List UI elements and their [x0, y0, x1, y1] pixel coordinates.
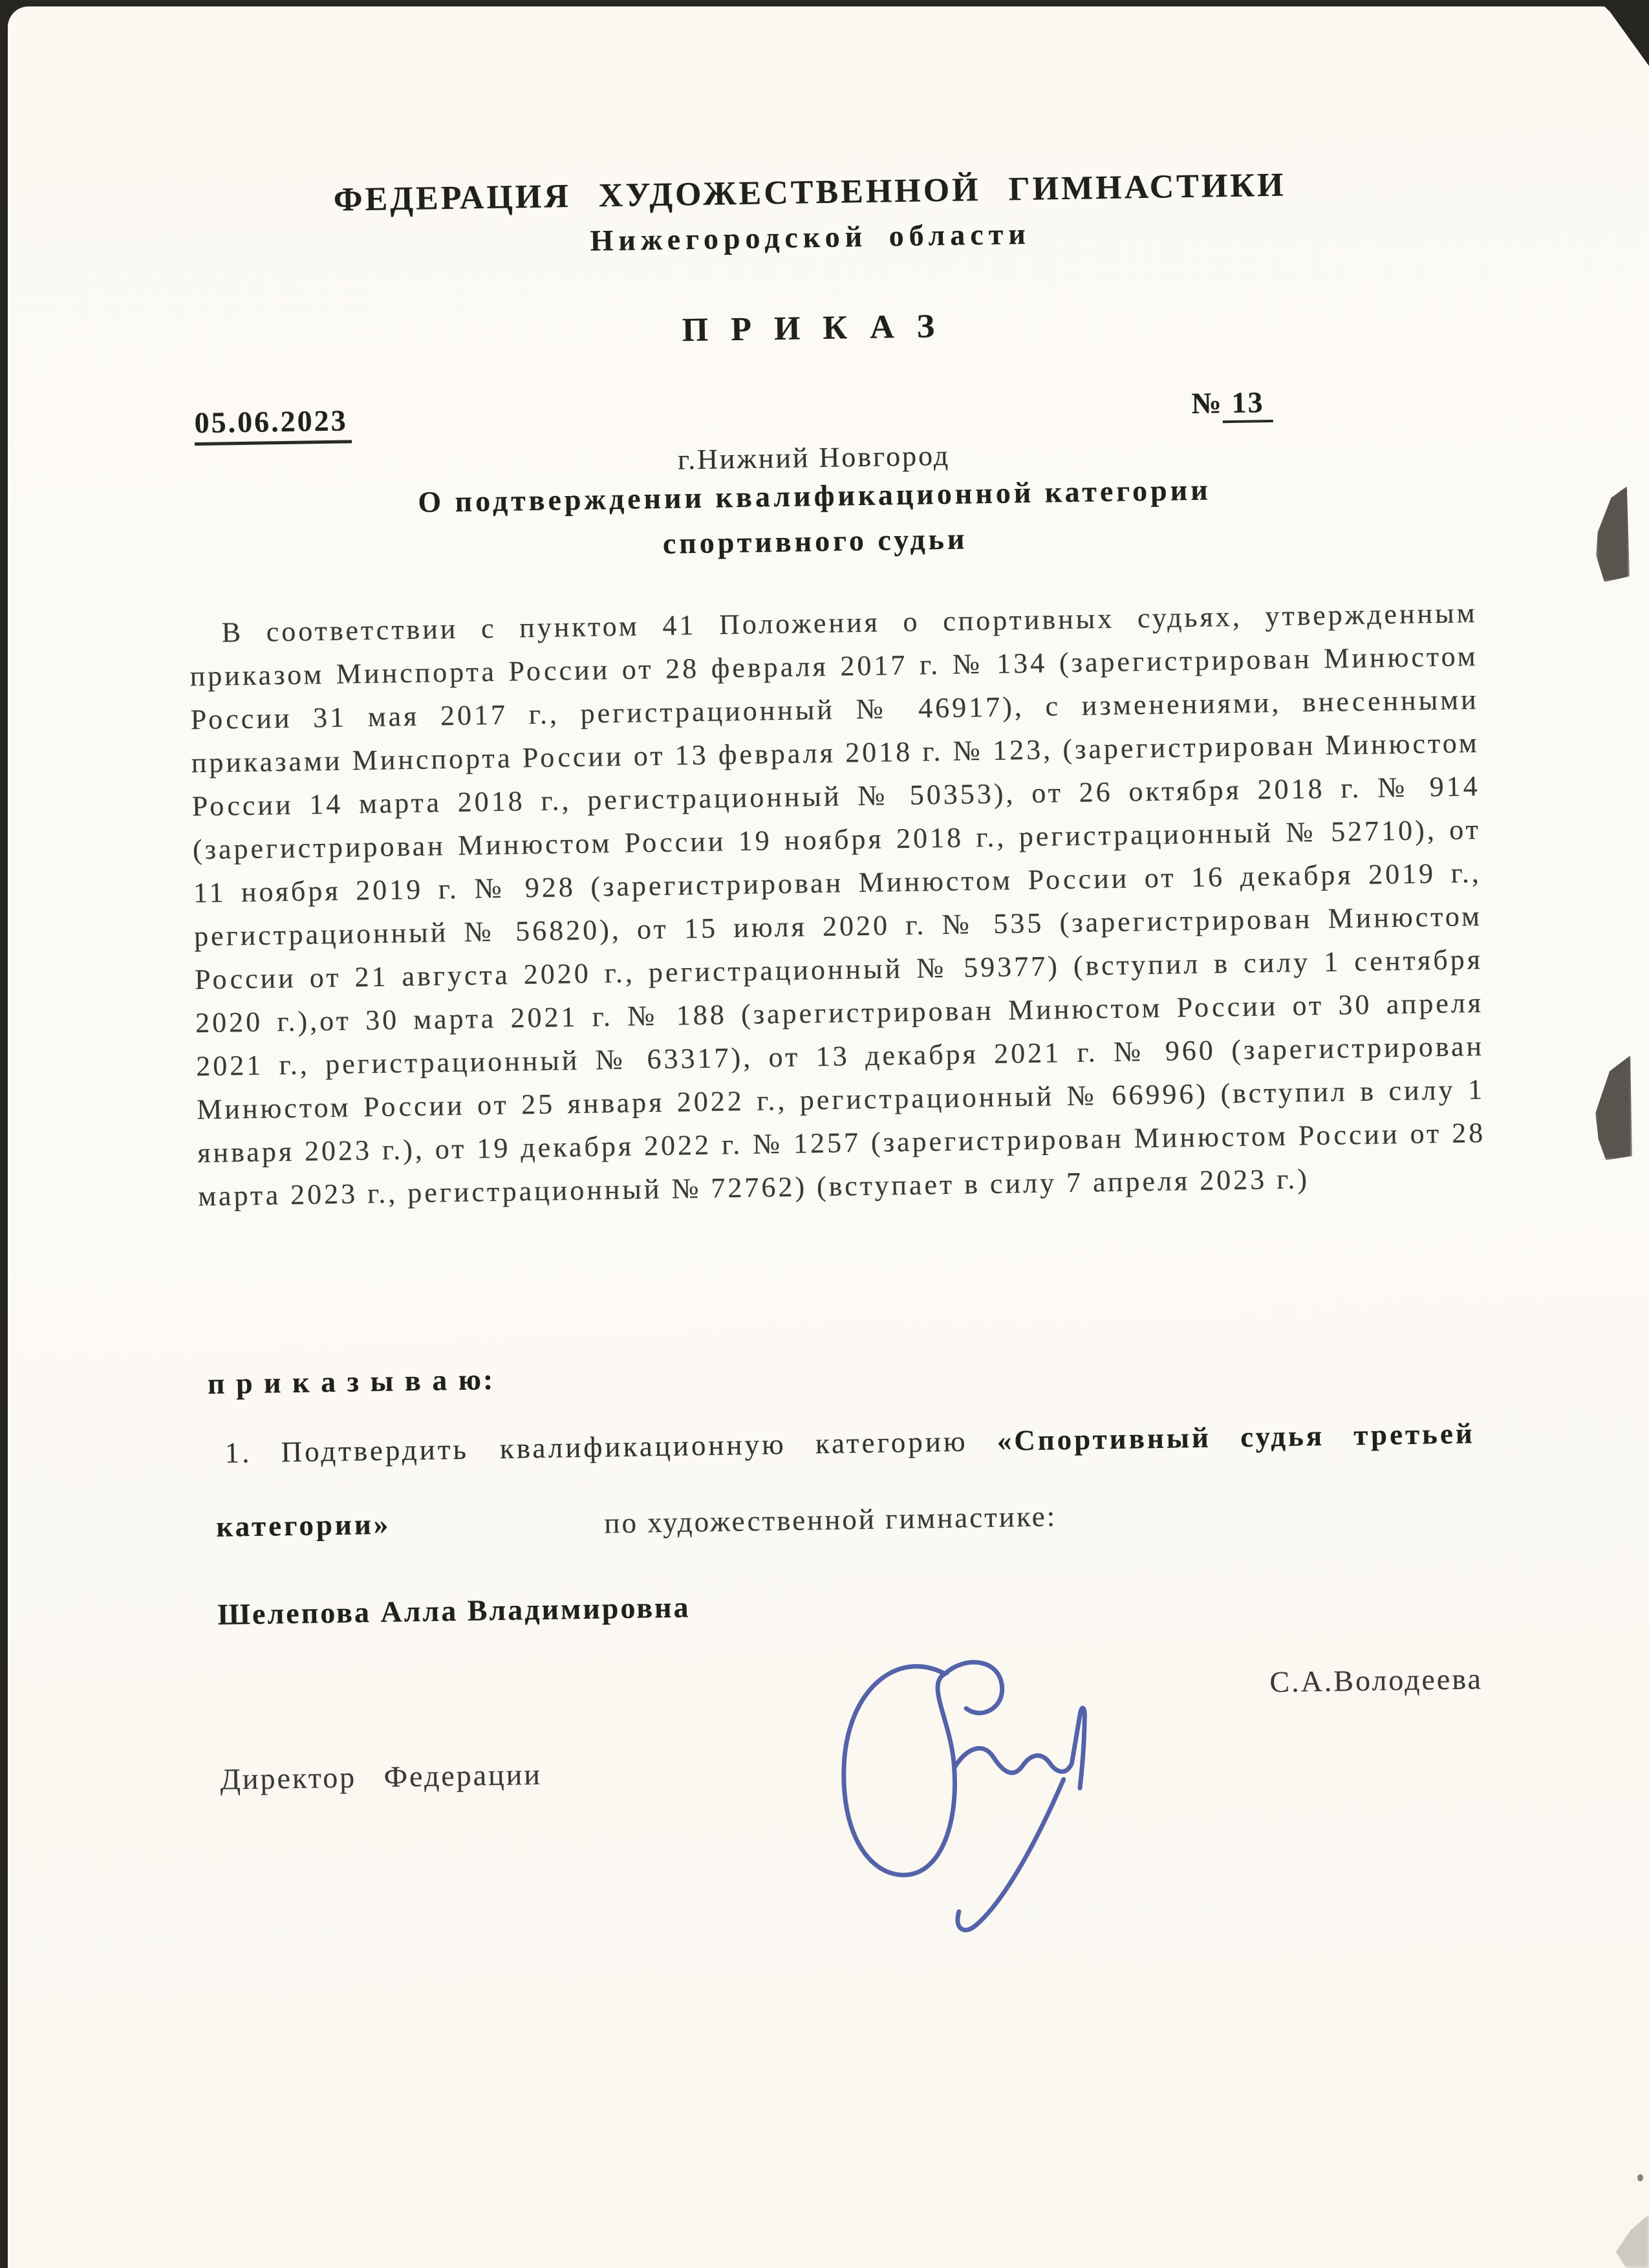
city-line: г.Нижний Новгород [677, 439, 951, 476]
signer-name: С.А.Володеева [1269, 1662, 1483, 1699]
handwritten-signature-icon [751, 1609, 1119, 1948]
judge-full-name: Шелепова Алла Владимировна [217, 1590, 691, 1631]
decree-item-1-line2 [216, 1490, 1503, 1544]
organization-name-line2: Нижегородской области [590, 217, 1031, 257]
subject-line2: спортивного судьи [662, 522, 968, 560]
item1-number-and-verb: 1. Подтвердить [224, 1432, 469, 1469]
decree-word: п р и к а з ы в а ю: [207, 1363, 495, 1401]
item1-category-name-continued: категории» [216, 1507, 391, 1543]
signature-curl-stroke [945, 1662, 1002, 1714]
decree-item-1-line1 [224, 1416, 1512, 1469]
signature-oval-stroke [842, 1666, 956, 1876]
item1-category-name-bold: «Спортивный судья третьей [997, 1417, 1476, 1457]
typed-gap [469, 1458, 500, 1459]
signer-title: Директор Федерации [220, 1757, 543, 1796]
item1-sport-discipline: по художественной гимнастике: [604, 1500, 1057, 1540]
preamble-paragraph: В соответствии с пунктом 41 Положения о спортивных судьях, утвержденным приказом Минспорта России от 28 февраля 2017 г. № 134 (зарегистрирован Минюстом России 31 мая 2017 г., регистрационный № 46917), с изменениями, внесенными приказами Минспорта России от 13 февраля 2018 г. № 123, (зарегистрирован Минюстом России 14 марта 2018 г., регистрационный № 50353), от 26 октября 2018 г. № 914 (зарегистрирован Минюстом России 19 ноября 2018 г., регистрационный № 52710), от 11 ноября 2019 г. № 928 (зарегистрирован Минюстом России от 16 декабря 2019 г., регистрационный № 56820), от 15 июля 2020 г. № 535 (зарегистрирован Минюстом России от 21 августа 2020 г., регистрационный № 59377) (вступил в силу 1 сентября 2020 г.),от 30 марта 2021 г. № 188 (зарегистрирован Минюстом России от 30 апреля 2021 г., регистрационный № 63317), от 13 декабря 2021 г. № 960 (зарегистрирован Минюстом России от 25 января 2022 г., регистрационный № 66996) (вступил в силу 1 января 2023 г.), от 19 декабря 2022 г. № 1257 (зарегистрирован Минюстом России от 28 марта 2023 г., регистрационный № 72762) (вступает в силу 7 апреля 2023 г.) [189, 597, 1486, 1213]
organization-name-line1: ФЕДЕРАЦИЯ ХУДОЖЕСТВЕННОЙ ГИМНАСТИКИ [333, 166, 1286, 219]
signature-wave-stroke [953, 1708, 1086, 1790]
order-number [1191, 385, 1273, 420]
signature-descender-stroke [956, 1779, 1066, 1930]
item1-category-text: квалификационную категорию [499, 1425, 968, 1465]
subject-line1: О подтверждении квалификационной категории [417, 473, 1212, 519]
order-number-value: 13 [1222, 385, 1273, 423]
document-type-title: П Р И К А З [682, 308, 942, 349]
order-date: 05.06.2023 [194, 403, 352, 446]
number-sign: № [1191, 386, 1223, 420]
